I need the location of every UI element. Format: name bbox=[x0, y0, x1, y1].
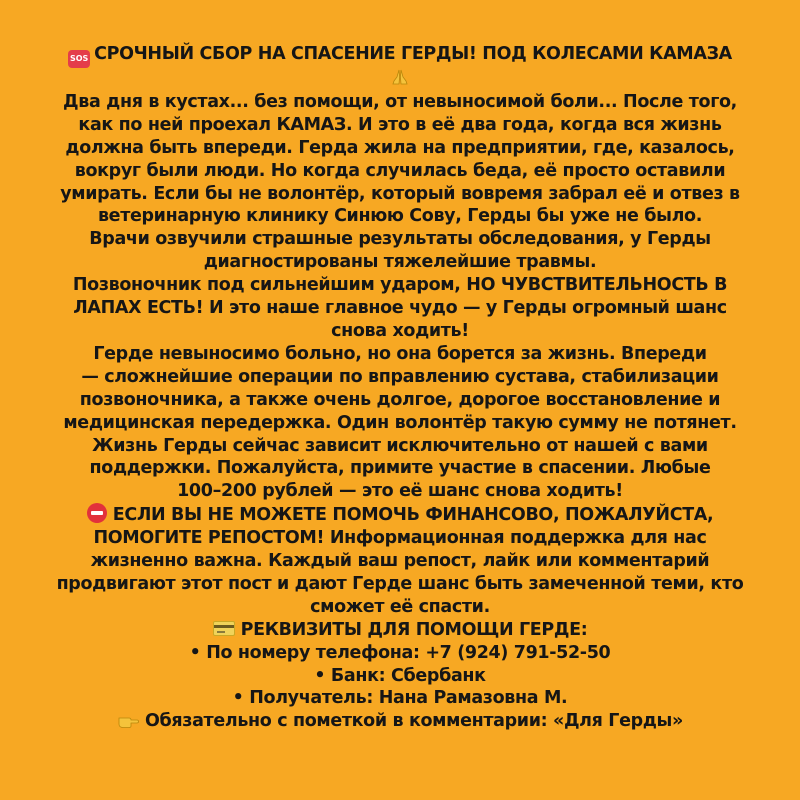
body-line: вокруг были люди. Но когда случилась беда, её просто оставили bbox=[74, 160, 726, 181]
sos-icon: SOS bbox=[68, 50, 90, 68]
body-line: диагностированы тяжелейшие травмы. bbox=[203, 252, 597, 273]
requisites-header: РЕКВИЗИТЫ ДЛЯ ПОМОЩИ ГЕРДЕ: bbox=[240, 619, 588, 640]
praying-hands-line bbox=[40, 68, 760, 91]
appeal-line: ПОМОГИТЕ РЕПОСТОМ! Информационная поддержка для нас bbox=[93, 528, 707, 549]
requisite-bank: • Банк: Сбербанк bbox=[314, 665, 486, 686]
appeal-line: продвигают этот пост и дают Герде шанс быть замеченной теми, кто bbox=[56, 573, 744, 594]
body-line: ветеринарную клинику Синюю Сову, Герды бы уже не было. bbox=[97, 206, 703, 227]
post-title: СРОЧНЫЙ СБОР НА СПАСЕНИЕ ГЕРДЫ! ПОД КОЛЕСАМИ КАМАЗА bbox=[94, 44, 732, 64]
appeal-line: сможет её спасти. bbox=[310, 596, 490, 617]
pointing-hand-icon bbox=[117, 711, 139, 729]
appeal-line: жизненно важна. Каждый ваш репост, лайк или комментарий bbox=[90, 551, 710, 572]
body-line: снова ходить! bbox=[331, 320, 469, 341]
post-title-line bbox=[40, 43, 760, 68]
note-text: Обязательно с пометкой в комментарии: «Для Герды» bbox=[145, 711, 683, 732]
body-line: поддержки. Пожалуйста, примите участие в спасении. Любые bbox=[89, 458, 711, 479]
body-line: умирать. Если бы не волонтёр, который вовремя забрал её и отвез в bbox=[60, 183, 740, 204]
body-line: Два дня в кустах... без помощи, от невыносимой боли... После того, bbox=[63, 91, 737, 112]
requisites-header-line bbox=[40, 619, 760, 642]
body-line: Врачи озвучили страшные результаты обследования, у Герды bbox=[89, 229, 711, 250]
body-line: Жизнь Герды сейчас зависит исключительно от нашей с вами bbox=[92, 435, 708, 456]
body-line: 100–200 рублей — это её шанс снова ходить! bbox=[177, 481, 623, 502]
appeal-text: ЕСЛИ ВЫ НЕ МОЖЕТЕ ПОМОЧЬ ФИНАНСОВО, ПОЖАЛУЙСТА, bbox=[112, 505, 714, 526]
appeal-first-line bbox=[40, 503, 760, 527]
praying-hands-icon bbox=[390, 68, 410, 86]
credit-card-icon bbox=[213, 621, 235, 636]
note-line bbox=[40, 710, 760, 733]
body-line: как по ней проехал КАМАЗ. И это в её два года, когда вся жизнь bbox=[78, 114, 722, 135]
body-line: — сложнейшие операции по вправлению сустава, стабилизации bbox=[81, 366, 719, 387]
body-line: Позвоночник под сильнейшим ударом, НО ЧУВСТВИТЕЛЬНОСТЬ В bbox=[72, 275, 728, 296]
body-line: ЛАПАХ ЕСТЬ! И это наше главное чудо — у Герды огромный шанс bbox=[73, 298, 727, 319]
no-entry-icon bbox=[87, 503, 107, 523]
requisite-recipient: • Получатель: Нана Рамазовна М. bbox=[232, 688, 568, 709]
body-line: позвоночника, а также очень долгое, дорогое восстановление и bbox=[79, 389, 721, 410]
body-line: Герде невыносимо больно, но она борется за жизнь. Впереди bbox=[93, 343, 707, 364]
fundraising-post bbox=[40, 43, 760, 733]
requisite-phone: • По номеру телефона: +7 (924) 791-52-50 bbox=[189, 642, 611, 663]
body-line: должна быть впереди. Герда жила на предприятии, где, казалось, bbox=[65, 137, 735, 158]
body-line: медицинская передержка. Один волонтёр такую сумму не потянет. bbox=[63, 412, 737, 433]
